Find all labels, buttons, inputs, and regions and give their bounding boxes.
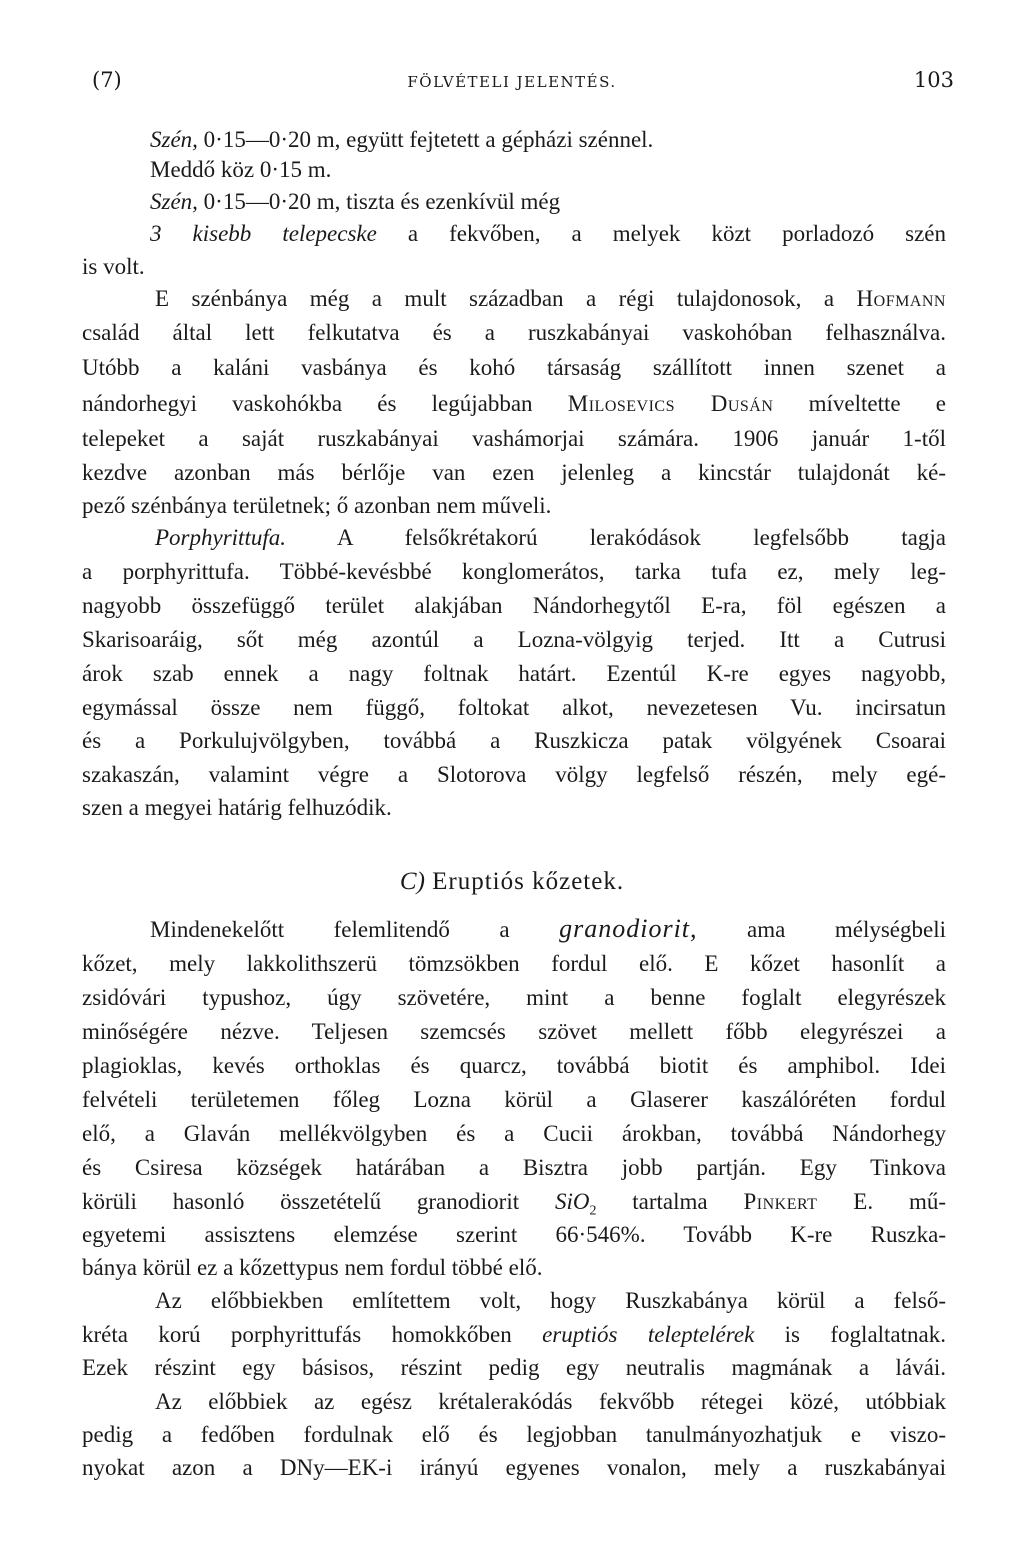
text-line: elő, a Glaván mellékvölgyben és a Cucii árokban, továbbá Nándorhegy: [82, 1121, 946, 1146]
section-heading: C) Eruptiós kőzetek.: [399, 868, 625, 895]
text-line: felvételi területemen főleg Lozna körül a Glaserer kaszálóréten fordul: [82, 1087, 946, 1112]
text-line: Ezek részint egy básisos, részint pedig egy neutralis magmának a lávái.: [82, 1355, 946, 1380]
text-line: árok szab ennek a nagy foltnak határt. Ezentúl K-re egyes nagyobb,: [82, 661, 946, 686]
text-line: minőségére nézve. Teljesen szemcsés szövet mellett főbb elegyrészei a: [82, 1019, 946, 1044]
text-line: család által lett felkutatva és a ruszkabányai vaskohóban felhasználva.: [82, 320, 946, 345]
text-line: Az előbbiekben említettem volt, hogy Ruszkabánya körül a felső-: [155, 1288, 946, 1313]
text-line: nyokat azon a DNy—EK-i irányú egyenes vonalon, mely a ruszkabányai: [82, 1455, 946, 1480]
text-line: és a Porkulujvölgyben, továbbá a Ruszkicza patak völgyének Csoarai: [82, 728, 946, 753]
text-line: bánya körül ez a kőzettypus nem fordul többé elő.: [82, 1255, 543, 1280]
text-line: zsidóvári typushoz, úgy szövetére, mint a benne foglalt elegyrészek: [82, 985, 946, 1010]
text-line: Mindenekelőtt felemlitendő a granodiorit, ama mélységbeli: [150, 914, 946, 943]
text-line: és Csiresa községek határában a Bisztra jobb partján. Egy Tinkova: [82, 1155, 946, 1180]
text-line: E szénbánya még a mult században a régi tulajdonosok, a Hofmann: [155, 286, 946, 311]
text-line: Porphyrittufa. A felsőkrétakorú lerakódások legfelsőbb tagja: [155, 525, 946, 550]
text-line: körüli hasonló összetételű granodiorit SiO$_2$ tartalma Pinkert E. mű-: [82, 1189, 946, 1219]
text-line: Szén, 0·15—0·20 m, együtt fejtetett a gépházi szénnel.: [150, 127, 654, 152]
text-line: egyetemi assisztens elemzése szerint 66·546%. Tovább K-re Ruszka-: [82, 1222, 946, 1247]
text-line: 3 kisebb telepecske a fekvőben, a melyek közt porladozó szén: [150, 221, 946, 246]
text-line: szakaszán, valamint végre a Slotorova völgy legfelső részén, mely egé-: [82, 762, 946, 787]
text-line: plagioklas, kevés orthoklas és quarcz, továbbá biotit és amphibol. Idei: [82, 1053, 946, 1078]
page-number: 103: [913, 68, 954, 92]
text-line: Skarisoaráig, sőt még azontúl a Lozna-völgyig terjed. Itt a Cutrusi: [82, 627, 946, 652]
text-line: Szén, 0·15—0·20 m, tiszta és ezenkívül még: [150, 189, 561, 214]
text-line: kőzet, mely lakkolithszerü tömzsökben fordul elő. E kőzet hasonlít a: [82, 951, 946, 976]
text-line: Meddő köz 0·15 m.: [150, 157, 332, 182]
text-line: is volt.: [82, 254, 145, 279]
text-line: nándorhegyi vaskohókba és legújabban Milosevics Dusán míveltette e: [82, 391, 946, 416]
text-line: Az előbbiek az egész krétalerakódás fekvőbb rétegei közé, utóbbiak: [155, 1389, 946, 1414]
text-line: telepeket a saját ruszkabányai vashámorjai számára. 1906 január 1-től: [82, 426, 946, 451]
text-line: pező szénbánya területnek; ő azonban nem műveli.: [82, 493, 552, 518]
text-line: szen a megyei határig felhuzódik.: [82, 795, 392, 820]
text-line: kezdve azonban más bérlője van ezen jelenleg a kincstár tulajdonát ké-: [82, 460, 946, 485]
running-header: FÖLVÉTELI JELENTÉS.: [407, 73, 617, 91]
text-line: nagyobb összefüggő terület alakjában Nándorhegytől E-ra, föl egészen a: [82, 593, 946, 618]
text-line: a porphyrittufa. Többé-kevésbbé konglomerátos, tarka tufa ez, mely leg-: [82, 559, 946, 584]
page-section-number: (7): [92, 68, 122, 92]
text-line: Utóbb a kaláni vasbánya és kohó társaság szállított innen szenet a: [82, 355, 946, 380]
text-line: kréta korú porphyrittufás homokkőben eruptiós teleptelérek is foglaltatnak.: [82, 1322, 946, 1347]
text-line: egymással össze nem függő, foltokat alkot, nevezetesen Vu. incirsatun: [82, 695, 946, 720]
text-line: pedig a fedőben fordulnak elő és legjobban tanulmányozhatjuk e viszo-: [82, 1422, 946, 1447]
